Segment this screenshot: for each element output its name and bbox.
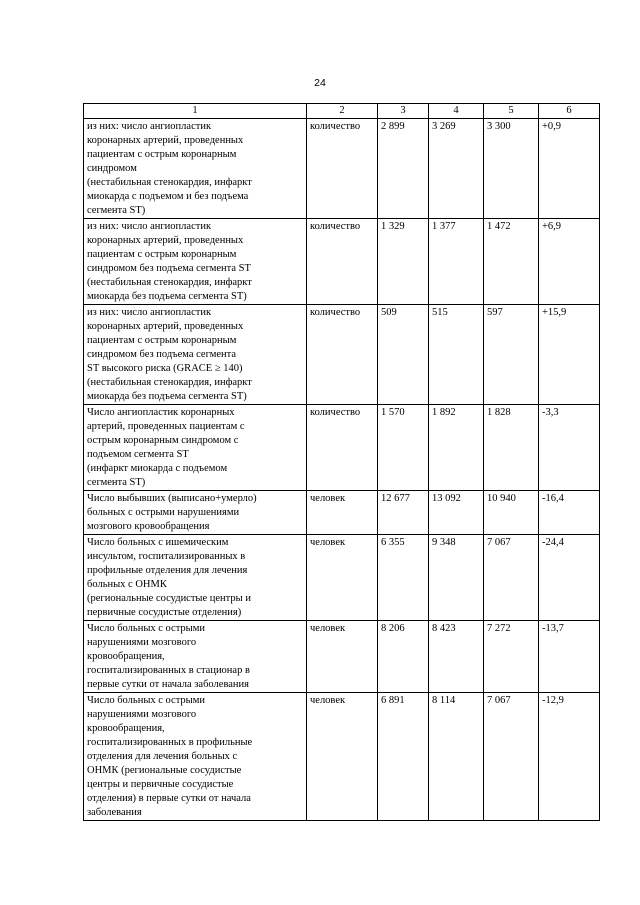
column-header-2: 2	[307, 104, 378, 119]
table-row	[84, 693, 600, 821]
row-value-col4-cell: 9 348	[429, 535, 484, 621]
row-description-cell: из них: число ангиопластик коронарных артерий, проведенных пациентам с острым коронарным синдромом без подъема сегмента ST высокого риска (GRACE ≥ 140) (нестабильная стенокардия, инфаркт миокарда без подъема сегмента ST)	[84, 305, 307, 405]
row-unit-cell: количество	[307, 219, 378, 305]
row-unit-cell: количество	[307, 119, 378, 219]
row-change-percent-cell: +6,9	[539, 219, 600, 305]
column-header-3: 3	[378, 104, 429, 119]
row-value-col3-cell: 2 899	[378, 119, 429, 219]
table-body	[84, 104, 600, 821]
row-description-cell: Число больных с ишемическим инсультом, госпитализированных в профильные отделения для лечения больных с ОНМК (региональные сосудистые центры и первичные сосудистые отделения)	[84, 535, 307, 621]
row-value-col3-cell: 1 570	[378, 405, 429, 491]
row-value-col5-cell: 10 940	[484, 491, 539, 535]
column-header-6: 6	[539, 104, 600, 119]
row-value-col5-cell: 3 300	[484, 119, 539, 219]
row-value-col3-cell: 6 891	[378, 693, 429, 821]
row-unit-cell: количество	[307, 305, 378, 405]
row-description-cell: Число ангиопластик коронарных артерий, проведенных пациентам с острым коронарным синдромом с подъемом сегмента ST (инфаркт миокарда с подъемом сегмента ST)	[84, 405, 307, 491]
row-change-percent-cell: -3,3	[539, 405, 600, 491]
row-value-col3-cell: 1 329	[378, 219, 429, 305]
row-unit-cell: человек	[307, 621, 378, 693]
column-header-4: 4	[429, 104, 484, 119]
table-row	[84, 305, 600, 405]
table-row	[84, 119, 600, 219]
row-value-col4-cell: 1 892	[429, 405, 484, 491]
row-value-col5-cell: 7 067	[484, 693, 539, 821]
row-description-cell: из них: число ангиопластик коронарных артерий, проведенных пациентам с острым коронарным синдромом (нестабильная стенокардия, инфаркт миокарда с подъемом и без подъема сегмента ST)	[84, 119, 307, 219]
column-header-1: 1	[84, 104, 307, 119]
table-row	[84, 405, 600, 491]
row-description-cell: Число больных с острыми нарушениями мозгового кровообращения, госпитализированных в профильные отделения для лечения больных с ОНМК (региональные сосудистые центры и первичные сосудистые отделения) в первые сутки от начала заболевания	[84, 693, 307, 821]
row-value-col5-cell: 1 472	[484, 219, 539, 305]
row-value-col3-cell: 12 677	[378, 491, 429, 535]
row-unit-cell: человек	[307, 535, 378, 621]
row-unit-cell: человек	[307, 491, 378, 535]
table-row	[84, 621, 600, 693]
row-value-col4-cell: 13 092	[429, 491, 484, 535]
row-value-col3-cell: 509	[378, 305, 429, 405]
row-value-col4-cell: 8 114	[429, 693, 484, 821]
row-change-percent-cell: -24,4	[539, 535, 600, 621]
row-value-col4-cell: 515	[429, 305, 484, 405]
row-value-col4-cell: 1 377	[429, 219, 484, 305]
row-value-col3-cell: 8 206	[378, 621, 429, 693]
table-header-row	[84, 104, 600, 119]
row-value-col4-cell: 3 269	[429, 119, 484, 219]
row-unit-cell: количество	[307, 405, 378, 491]
row-description-cell: Число больных с острыми нарушениями мозгового кровообращения, госпитализированных в стационар в первые сутки от начала заболевания	[84, 621, 307, 693]
table-row	[84, 491, 600, 535]
row-value-col5-cell: 7 272	[484, 621, 539, 693]
data-table	[83, 103, 600, 821]
table-row	[84, 219, 600, 305]
table-row	[84, 535, 600, 621]
row-value-col5-cell: 1 828	[484, 405, 539, 491]
column-header-5: 5	[484, 104, 539, 119]
page-number: 24	[314, 77, 326, 89]
row-change-percent-cell: +15,9	[539, 305, 600, 405]
row-description-cell: из них: число ангиопластик коронарных артерий, проведенных пациентам с острым коронарным синдромом без подъема сегмента ST (нестабильная стенокардия, инфаркт миокарда без подъема сегмента ST)	[84, 219, 307, 305]
row-value-col3-cell: 6 355	[378, 535, 429, 621]
row-value-col5-cell: 597	[484, 305, 539, 405]
row-change-percent-cell: +0,9	[539, 119, 600, 219]
row-unit-cell: человек	[307, 693, 378, 821]
row-change-percent-cell: -13,7	[539, 621, 600, 693]
row-value-col5-cell: 7 067	[484, 535, 539, 621]
row-value-col4-cell: 8 423	[429, 621, 484, 693]
row-change-percent-cell: -12,9	[539, 693, 600, 821]
row-change-percent-cell: -16,4	[539, 491, 600, 535]
row-description-cell: Число выбывших (выписано+умерло) больных с острыми нарушениями мозгового кровообращения	[84, 491, 307, 535]
